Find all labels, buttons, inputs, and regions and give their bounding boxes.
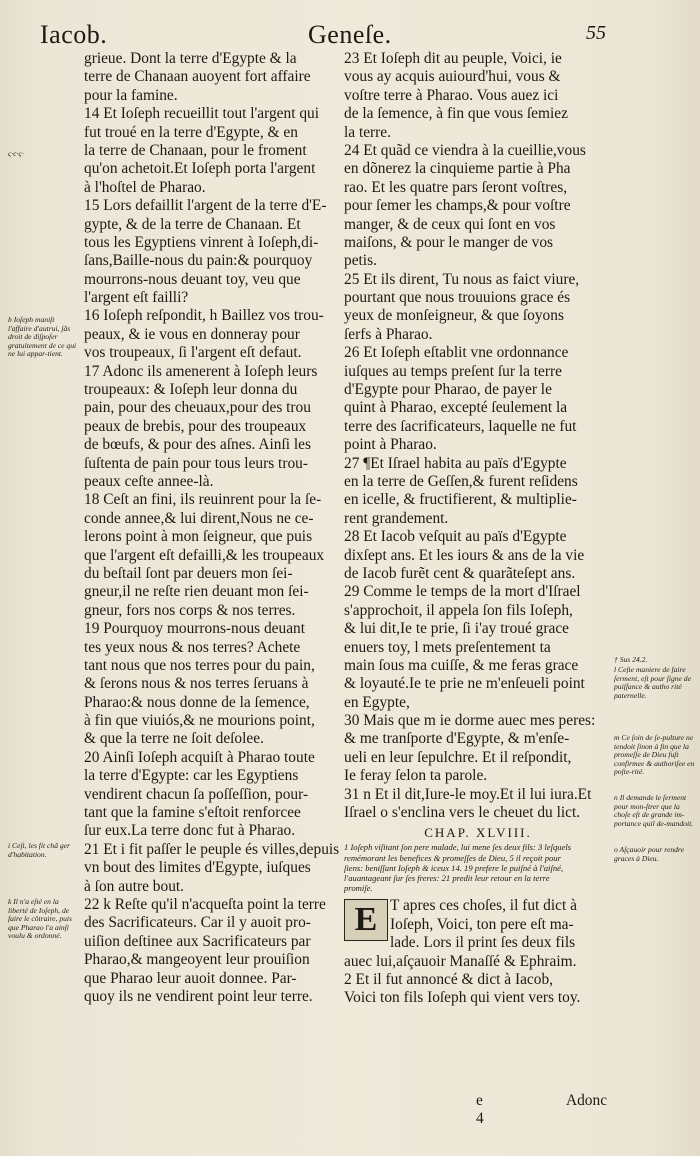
text-line: que l'argent eſt defailli,& les troupeaux (84, 546, 325, 564)
text-line: 30 Mais que m ie dorme auec mes peres: (344, 712, 596, 730)
text-line: petis. (344, 252, 377, 270)
text-line: maiſons, & pour le manger de vos (344, 233, 554, 251)
text-line: 15 Lors defaillit l'argent de la terre d'E- (84, 197, 327, 215)
text-line: gneur,il ne reſte rien deuant mon ſei- (84, 583, 309, 601)
text-line: vos troupeaux, ſi l'argent eſt defaut. (84, 344, 302, 362)
text-line: Iſrael o s'enclina vers le cheuet du lict. (344, 804, 581, 822)
text-line: tous les Egyptiens vinrent à Ioſeph,di- (84, 233, 319, 251)
text-line: vendirent chacun ſa poſſeſſion, pour- (84, 785, 309, 803)
text-line: la terre d'Egypte: car les Egyptiens (84, 767, 299, 785)
text-line: & loyauté.Ie te prie ne m'enſeueli point (344, 675, 585, 693)
summary-line: ſiens: beniſſant Ioſeph & iceux 14. 19 prefere le puiſné à l'aiſné, (344, 862, 564, 873)
text-line: 24 Et quãd ce viendra à la cueillie,vous (344, 141, 586, 159)
text-line: & ſerons nous & nos terres ſeruans à (84, 675, 309, 693)
drop-capital: E (344, 899, 388, 941)
text-line: peaux, & ie vous en donneray pour (84, 325, 300, 343)
text-line: en Egypte, (344, 693, 410, 711)
text-line: d'Egypte pour Pharao, de payer le (344, 381, 552, 399)
catchword: Adonc (566, 1092, 608, 1109)
text-line: 21 Et i fit paſſer le peuple és villes,depuis (84, 840, 340, 858)
text-line: gneur, fors nos corps & nos terres. (84, 601, 296, 619)
text-line: & lui dit,Ie te prie, ſi i'ay troué grace (344, 620, 569, 638)
text-line: ſuſtenta de pain pour tous leurs trou- (84, 454, 308, 472)
text-line: de la ſemence, à fin que vous ſemiez (344, 105, 568, 123)
summary-line: promiſe. (344, 883, 373, 894)
text-line: yeux de monſeigneur, & que ſoyons (344, 307, 564, 325)
opening-line: Ioſeph, Voici, ton pere eſt ma- (390, 915, 574, 933)
text-line: enuers toy, l mets preſentement ta (344, 638, 551, 656)
text-line: peaux de brebis, pour des troupeaux (84, 417, 307, 435)
right-text-column (344, 50, 612, 1008)
text-line: l'argent eſt failli? (84, 289, 189, 307)
text-line: que Pharao leur auoit donnee. Par- (84, 969, 297, 987)
text-line: de bœufs, & pour des aſnes. Ainſi les (84, 436, 311, 454)
text-line: & que la terre ne ſoit deſolee. (84, 730, 264, 748)
text-line: 25 Et ils dirent, Tu nous as faict viure, (344, 270, 580, 288)
text-line: tant que la famine s'eſtoit renforcee (84, 804, 301, 822)
text-line: ſans,Baille-nous du pain:& pourquoy (84, 252, 313, 270)
margin-note-k: k Il n'a eſté en la liberté de Ioſeph, de faire le côtraire, puis que Pharao l'a ainſi voulu & ordonné. (8, 897, 72, 941)
text-line: mourrons-nous deuant toy, veu que (84, 270, 301, 288)
text-line: 22 k Reſte qu'il n'acqueſta point la terre (84, 895, 326, 913)
text-line: 17 Adonc ils amenerent à Ioſeph leurs (84, 362, 318, 380)
text-line: tant nous que nos terres pour du pain, (84, 656, 315, 674)
margin-note-l: l Ceſte maniere de faire ſerment, eſt pour ſigne de puiſſance & autho rité paternelle. (614, 665, 691, 700)
text-line: du beſtail ſont par deuers mon ſei- (84, 564, 293, 582)
margin-note-i: i Ceſt, les fit chã ger d'habitation. (8, 841, 71, 859)
text-line: conde annee,& lui dirent,Nous ne ce- (84, 509, 314, 527)
text-line: 23 Et Ioſeph dit au peuple, Voici, ie (344, 50, 562, 67)
text-line: terre de Chanaan auoyent fort affaire (84, 68, 311, 86)
text-line: à l'hoſtel de Pharao. (84, 178, 206, 196)
header-book-title: Geneſe. (308, 20, 392, 49)
text-line: 20 Ainſi Ioſeph acquiſt à Pharao toute (84, 748, 315, 766)
text-line: point à Pharao. (344, 436, 437, 454)
text-line: quoy ils ne vendirent point leur terre. (84, 987, 313, 1005)
text-line: tes yeux nous & nos terres? Achete (84, 638, 301, 656)
chapter-summary (344, 842, 612, 893)
text-line: 31 n Et il dit,Iure-le moy.Et il lui iura.Et (344, 785, 592, 803)
text-line: Ie feray ſelon ta parole. (344, 767, 488, 785)
text-line: ueli en leur ſepulchre. Et il reſpondit, (344, 748, 572, 766)
text-line: main ſous ma cuiſſe, & me feras grace (344, 656, 579, 674)
text-line: terre des ſacrificateurs, laquelle ne fut (344, 417, 577, 435)
right-column-lines (344, 50, 612, 822)
text-line: 18 Ceſt an fini, ils reuinrent pour la ſe- (84, 491, 322, 509)
text-line: grieue. Dont la terre d'Egypte & la (84, 50, 297, 67)
text-line: & me tranſporte d'Egypte, & m'enſe- (344, 730, 570, 748)
chapter-heading: CHAP. XLVIII. (424, 825, 532, 841)
chapter-opening (344, 897, 612, 1007)
opening-line: 2 Et il fut annoncé & dict à Iacob, (344, 970, 553, 988)
text-line: pour ſemer les champs,& pour voſtre (344, 197, 571, 215)
text-line: ſur eux.La terre donc fut à Pharao. (84, 822, 296, 840)
text-line: gypte, & de la terre de Chanaan. Et (84, 215, 301, 233)
margin-mark: ϛ·ϲ·ϛ· (8, 149, 24, 158)
margin-note-m: m Ce ſoin de ſe-pulture ne tendoit ſinon à fin que la promeſſe de Dieu fuſt confirmee & authoriſee en poſte-rité. (614, 733, 695, 777)
text-line: lerons point à mon ſeigneur, que puis (84, 528, 313, 546)
text-line: ſerfs à Pharao. (344, 325, 433, 343)
text-line: Pharao:& nous donne de la ſemence, (84, 693, 310, 711)
signature-mark: e 4 (476, 1092, 484, 1127)
running-header (0, 14, 700, 54)
text-line: iuſques au temps preſent ſur la terre (344, 362, 562, 380)
text-line: s'approchoit, il appela ſon fils Ioſeph, (344, 601, 573, 619)
text-line: pain, pour des cheuaux,pour des trou (84, 399, 311, 417)
text-line: de Iacob furẽt cent & quarãteſept ans. (344, 564, 576, 582)
text-line: uiſion deſtinee aux Sacrificateurs par (84, 932, 311, 950)
text-line: voſtre terre à Pharao. Vous auez ici (344, 86, 559, 104)
text-line: vn bout des limites d'Egypte, iuſques (84, 859, 311, 877)
text-line: à ſon autre bout. (84, 877, 185, 895)
opening-line: lade. Lors il print ſes deux fils (390, 934, 576, 952)
text-line: en dõnerez la cinquieme partie à Pha (344, 160, 571, 178)
text-line: pour la famine. (84, 86, 178, 104)
text-line: pourtant que nous trouuions grace és (344, 289, 571, 307)
text-line: à fin que viuiós,& ne mourions point, (84, 712, 315, 730)
margin-note-h: h Ioſeph maniſt l'affaire d'autrui, ſâs droit de diſpoſer gratuitement de ce qui ne lui appar-tient. (8, 315, 77, 359)
text-line: vous ay acquis auiourd'hui, vous & (344, 68, 561, 86)
margin-note-o: o Aſçauoir pour rendre graces à Dieu. (614, 845, 684, 863)
opening-line: Voici ton fils Ioſeph qui vient vers toy. (344, 989, 581, 1007)
summary-line: remémorant les benefices & promeſſes de Dieu, 5 il reçoit pour (344, 852, 561, 863)
text-line: 29 Comme le temps de la mort d'Iſrael (344, 583, 581, 601)
text-line: rent grandement. (344, 509, 449, 527)
text-line: rao. Et les quatre pars ſeront voſtres, (344, 178, 568, 196)
text-line: la terre de Chanaan, pour le froment (84, 141, 307, 159)
text-line: troupeaux: & Ioſeph leur donna du (84, 381, 298, 399)
text-line: 19 Pourquoy mourrons-nous deuant (84, 620, 306, 638)
text-line: 27 ¶Et Iſrael habita au païs d'Egypte (344, 454, 567, 472)
margin-note-n: n Il demande le ſerment pour mon-ſtrer que la choſe eſt de grande im-portance quil de-mandoit. (614, 793, 694, 828)
summary-line: 1 Ioſeph viſitant ſon pere malade, lui mene ſes deux fils: 3 leſquels (344, 842, 572, 853)
summary-line: l'auantageant ſur ſes freres: 21 predit leur retour en la terre (344, 872, 550, 883)
text-line: 16 Ioſeph reſpondit, h Baillez vos trou- (84, 307, 324, 325)
text-line: 26 Et Ioſeph eſtablit vne ordonnance (344, 344, 569, 362)
opening-line: T apres ces choſes, il fut dict à (390, 897, 577, 915)
text-line: 14 Et Ioſeph recueillit tout l'argent qui (84, 105, 320, 123)
text-line: en la terre de Geſſen,& furent reſidens (344, 472, 578, 490)
text-line: la terre. (344, 123, 391, 141)
text-line: fut troué en la terre d'Egypte, & en (84, 123, 298, 141)
header-left-title: Iacob. (40, 20, 108, 49)
page-number: 55 (586, 22, 606, 44)
text-line: peaux ceſte annee-là. (84, 472, 214, 490)
text-line: manger, & de ceux qui ſont en vos (344, 215, 556, 233)
margin-reference: † Sus 24.2. (614, 655, 648, 664)
text-line: qu'on achetoit.Et Ioſeph porta l'argent (84, 160, 316, 178)
opening-line: auec lui,aſçauoir Manaſſé & Ephraim. (344, 952, 577, 970)
left-text-column (84, 50, 340, 1006)
text-line: quint à Pharao, excepté ſeulement la (344, 399, 568, 417)
text-line: Pharao,& mangeoyent leur prouiſion (84, 951, 310, 969)
text-line: des Sacrificateurs. Car il y auoit pro- (84, 914, 311, 932)
text-line: en icelle, & fructifierent, & multiplie- (344, 491, 577, 509)
text-line: 28 Et Iacob veſquit au païs d'Egypte (344, 528, 567, 546)
text-line: dixſept ans. Et les iours & ans de la vie (344, 546, 585, 564)
